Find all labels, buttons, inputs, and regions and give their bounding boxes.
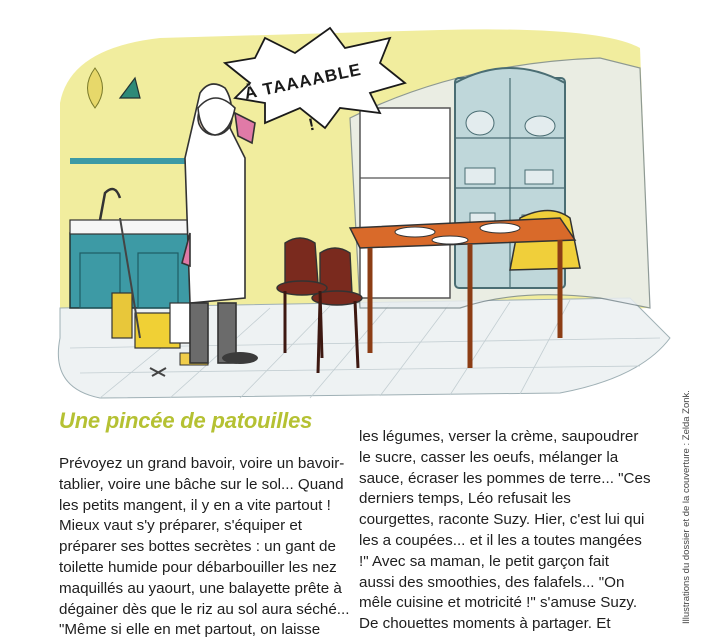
illustration-credit: Illustrations du dossier et de la couverture : Zelda Zonk. xyxy=(681,390,692,624)
text-line: maquillés au yaourt, une balayette prête à xyxy=(59,579,342,597)
text-line: mêle cuisine et motricité !" s'amuse Suzy. xyxy=(359,594,638,612)
text-line: les légumes, verser la crème, saupoudrer xyxy=(359,428,639,445)
text-line: !" Avec sa maman, le petit garçon fait xyxy=(359,552,609,570)
text-line: aussi des smoothies, des falafels... "On xyxy=(359,573,625,591)
text-line: dégainer dès que le riz au sol aura séché... xyxy=(59,600,350,618)
text-line: courgettes, raconte Suzy. Hier, c'est lui qui xyxy=(359,511,645,529)
text-line: les a coupées... et il les a toutes mangées xyxy=(359,531,642,549)
text-line: De chouettes moments à partager. Et xyxy=(359,615,611,633)
article-headline: Une pincée de patouilles xyxy=(59,408,313,433)
text-line: "Même si elle en met partout, on laisse xyxy=(59,621,321,639)
text-line: les petits mangent, il y en a vite partout ! xyxy=(59,496,331,514)
text-line: toilette humide pour débarbouiller les nez xyxy=(59,558,337,576)
text-line: préparer ses bottes secrètes : un gant de xyxy=(59,538,336,556)
text-line: tablier, voire une bâche sur le sol... Quand xyxy=(59,475,344,493)
article-right-column xyxy=(359,427,649,635)
text-line: Prévoyez un grand bavoir, voire un bavoir- xyxy=(59,455,345,472)
text-line: le sucre, casser les oeufs, mélanger la xyxy=(359,448,619,466)
text-line: derniers temps, Léo refusait les xyxy=(359,490,571,508)
text-line: sauce, écraser les pommes de terre... "Ces xyxy=(359,469,651,487)
article-left-column xyxy=(59,454,349,641)
text-line: Mieux vaut s'y préparer, s'équiper et xyxy=(59,517,303,535)
speech-bubble-text: À TAAAABLE ! xyxy=(242,59,364,135)
